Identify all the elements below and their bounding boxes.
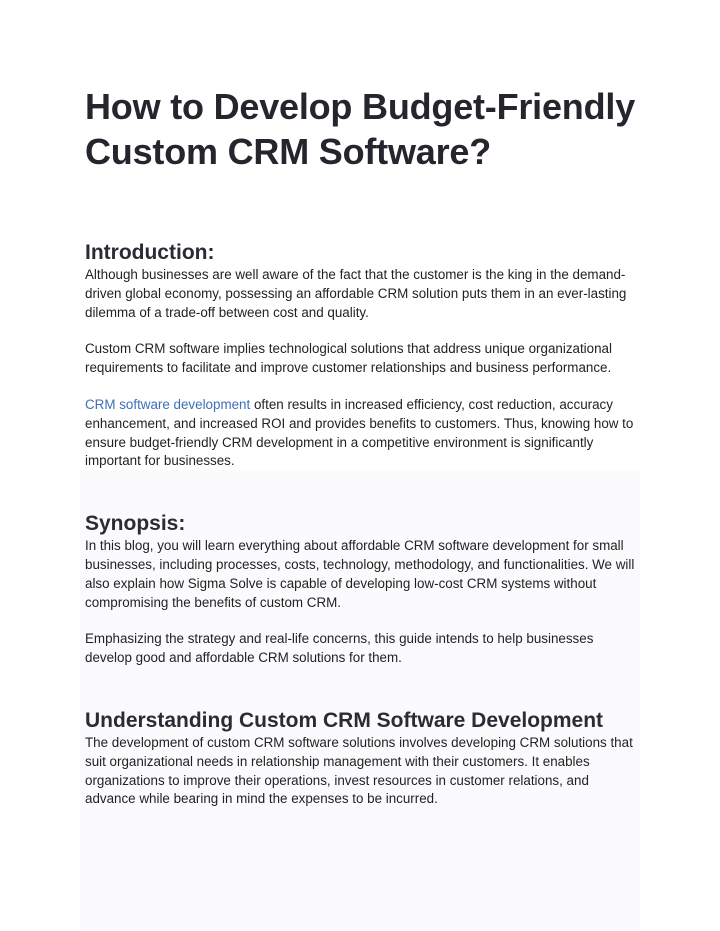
paragraph: In this blog, you will learn everything about affordable CRM software development for small businesses, including processes, costs, technology, methodology, and functionalities. We will also explain how Sigma Solve is capable of developing low-cost CRM systems without compromising the benefits of custom CRM. <box>85 538 635 610</box>
paragraph-text: often results in increased efficiency, cost reduction, accuracy enhancement, and increased ROI and provides benefits to customers. Thus, knowing how to ensure budget-friendly CRM development in a competitive environment is significantly important for businesses. <box>85 396 634 469</box>
paragraph: Emphasizing the strategy and real-life concerns, this guide intends to help businesses develop good and affordable CRM solutions for them. <box>85 631 594 666</box>
paragraph: The development of custom CRM software solutions involves developing CRM solutions that suit organizational needs in relationship management with their customers. It enables organizations to improve their operations, invest resources in customer relations, and advance while bearing in mind the expenses to be incurred. <box>85 734 633 807</box>
section-understanding <box>85 708 640 809</box>
section-heading: Understanding Custom CRM Software Development <box>85 708 604 732</box>
document-title: How to Develop Budget-Friendly Custom CRM Software? <box>85 86 636 172</box>
crm-development-link[interactable]: CRM software development <box>85 396 251 412</box>
document-body <box>85 84 640 809</box>
section-synopsis <box>85 511 640 668</box>
paragraph: Although businesses are well aware of the fact that the customer is the king in the demand-driven global economy, possessing an affordable CRM solution puts them in an ever-lasting dilemma of a trade-off between cost and quality. <box>85 267 627 320</box>
section-introduction <box>85 240 640 471</box>
paragraph-with-link <box>85 396 640 471</box>
section-heading: Introduction: <box>85 241 215 264</box>
paragraph: Custom CRM software implies technological solutions that address unique organizational requirements to facilitate and improve customer relationships and business performance. <box>85 341 612 376</box>
section-heading: Synopsis: <box>85 512 186 536</box>
